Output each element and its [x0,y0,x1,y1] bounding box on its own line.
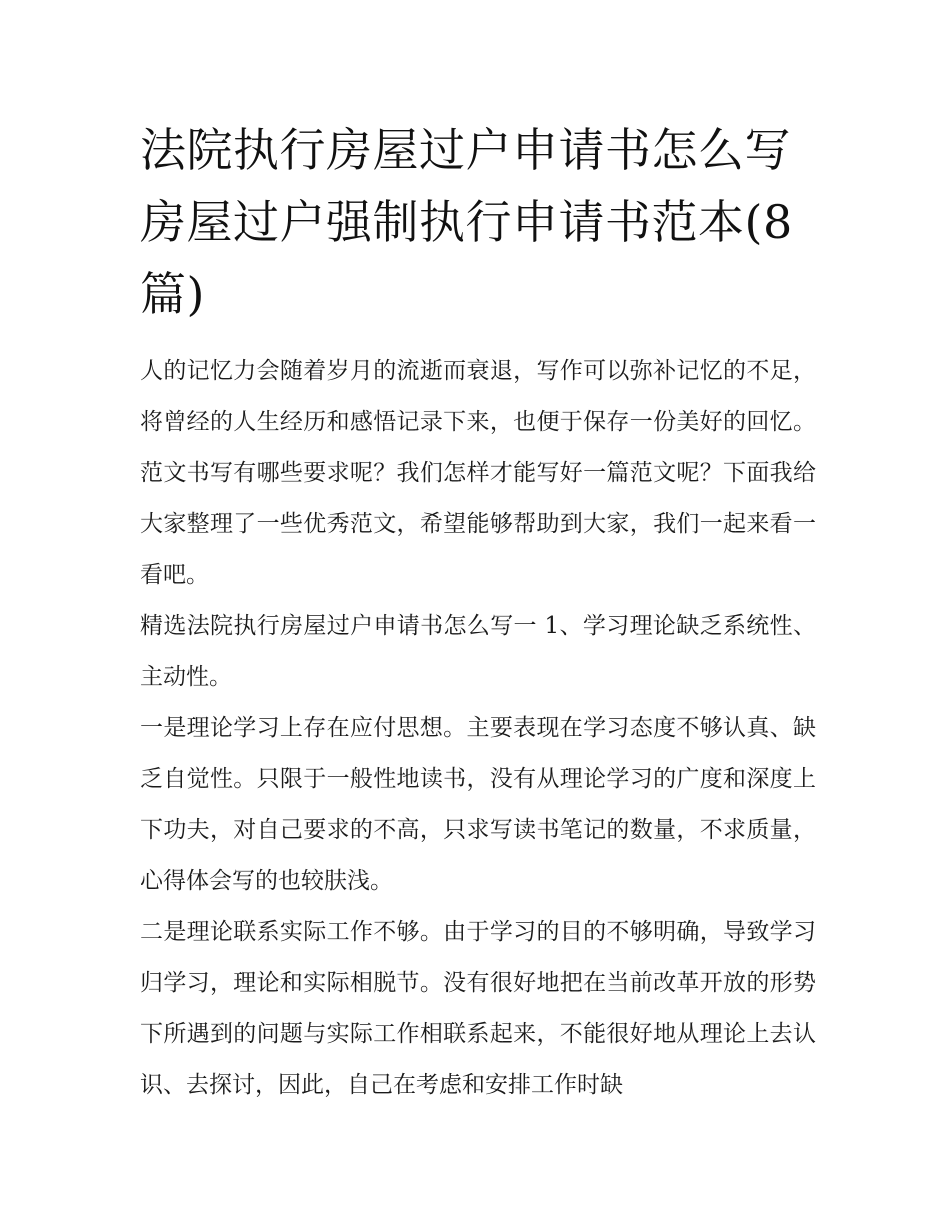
document-body [140,114,816,1111]
paragraph-point-one: 一是理论学习上存在应付思想。主要表现在学习态度不够认真、缺乏自觉性。只限于一般性地读书，没有从理论学习的广度和深度上下功夫，对自己要求的不高，只求写读书笔记的数量，不求质量，心得体会写的也较肤浅。 [140,715,816,894]
paragraph-point-two: 二是理论联系实际工作不够。由于学习的目的不够明确，导致学习归学习，理论和实际相脱节。没有很好地把在当前改革开放的形势下所遇到的问题与实际工作相联系起来，不能很好地从理论上去认识、去探讨，因此，自己在考虑和安排工作时缺 [140,919,816,1098]
paragraph-intro: 人的记忆力会随着岁月的流逝而衰退，写作可以弥补记忆的不足，将曾经的人生经历和感悟记录下来，也便于保存一份美好的回忆。范文书写有哪些要求呢？我们怎样才能写好一篇范文呢？下面我给大家整理了一些优秀范文，希望能够帮助到大家，我们一起来看一看吧。 [140,358,816,588]
document-title: 法院执行房屋过户申请书怎么写 房屋过户强制执行申请书范本(8篇) [140,123,793,321]
paragraph-section-heading: 精选法院执行房屋过户申请书怎么写一 1、学习理论缺乏系统性、主动性。 [140,613,816,690]
